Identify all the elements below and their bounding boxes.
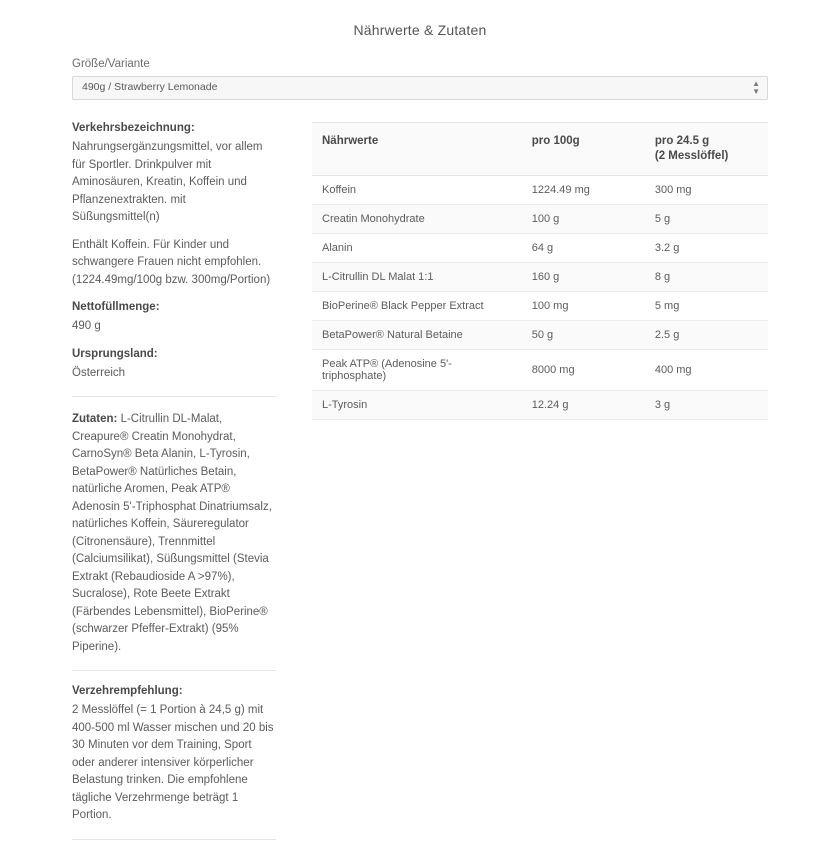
table-row <box>312 292 768 321</box>
section-verzehrempfehlung <box>72 685 276 825</box>
divider-2 <box>72 670 276 671</box>
row-nutrient-name: L-Citrullin DL Malat 1:1 <box>312 263 522 292</box>
verkehrsbezeichnung-note: Enthält Koffein. Für Kinder und schwangere Frauen nicht empfohlen. (1224.49mg/100g bzw. 300mg/Portion) <box>72 238 271 286</box>
section-ursprungsland <box>72 348 276 383</box>
header-per-100g: pro 100g <box>522 123 645 176</box>
variant-selector-block <box>72 58 768 100</box>
ursprungsland-heading: Ursprungsland: <box>72 347 158 360</box>
nettofuellmenge-heading: Nettofüllmenge: <box>72 301 160 313</box>
header-nutrient: Nährwerte <box>312 123 522 176</box>
table-row <box>312 205 768 234</box>
left-column <box>72 122 294 854</box>
verkehrsbezeichnung-heading: Verkehrsbezeichnung: <box>72 122 195 134</box>
row-nutrient-name: Peak ATP® (Adenosine 5'-triphosphate) <box>312 350 522 391</box>
row-per-100g: 1224.49 mg <box>522 176 645 205</box>
row-per-serving: 300 mg <box>645 176 768 205</box>
row-nutrient-name: Koffein <box>312 176 522 205</box>
row-per-serving: 3 g <box>645 391 768 420</box>
header-per-serving-line1: pro 24.5 g <box>654 135 710 147</box>
zutaten-heading: Zutaten: <box>72 413 118 425</box>
ursprungsland-body: Österreich <box>72 366 126 379</box>
section-zutaten <box>72 411 276 656</box>
verzehrempfehlung-heading: Verzehrempfehlung: <box>72 685 183 697</box>
table-row <box>312 350 768 391</box>
row-per-100g: 100 mg <box>522 292 645 321</box>
row-per-100g: 160 g <box>522 263 645 292</box>
table-row <box>312 391 768 420</box>
nutrition-table-body <box>312 176 768 420</box>
row-nutrient-name: Creatin Monohydrate <box>312 205 522 234</box>
section-verkehrsbezeichnung <box>72 122 276 289</box>
row-per-100g: 50 g <box>522 321 645 350</box>
nettofuellmenge-body: 490 g <box>72 320 101 332</box>
nutrition-table-head <box>312 123 768 176</box>
table-row <box>312 321 768 350</box>
row-per-serving: 2.5 g <box>645 321 768 350</box>
verkehrsbezeichnung-body: Nahrungsergänzungsmittel, vor allem für Sportler. Drinkpulver mit Aminosäuren, Kreatin, Koffein und Pflanzenextrakten. mit Süßungsmittel(n) <box>72 141 263 223</box>
row-nutrient-name: L-Tyrosin <box>312 391 522 420</box>
variant-select-value: 490g / Strawberry Lemonade <box>82 81 218 93</box>
row-nutrient-name: BioPerine® Black Pepper Extract <box>312 292 522 321</box>
table-header-row <box>312 123 768 176</box>
right-column <box>294 122 768 420</box>
verzehrempfehlung-body: 2 Messlöffel (= 1 Portion à 24,5 g) mit 400-500 ml Wasser mischen und 20 bis 30 Minuten vor dem Training, Sport oder anderer intensiver körperlicher Belastung trinken. Die empfohlene tägliche Verzehrmenge beträgt 1 Portion. <box>72 704 274 821</box>
row-per-serving: 5 mg <box>645 292 768 321</box>
variant-select[interactable] <box>72 76 768 100</box>
row-per-serving: 400 mg <box>645 350 768 391</box>
nutrition-table <box>312 122 768 420</box>
row-per-100g: 8000 mg <box>522 350 645 391</box>
header-per-serving <box>645 123 768 176</box>
divider-1 <box>72 396 276 397</box>
row-nutrient-name: Alanin <box>312 234 522 263</box>
zutaten-body: L-Citrullin DL-Malat, Creapure® Creatin Monohydrat, CarnoSyn® Beta Alanin, L-Tyrosin, BetaPower® Natürliches Betain, natürliche Aromen, Peak ATP® Adenosin 5'-Triphosphat Dinatriumsalz, natürliches Koffein, Säureregulator (Citronensäure), Trennmittel (Calciumsilikat), Süßungsmittel (Stevia Extrakt (Rebaudioside A >97%), Sucralose), Rote Beete Extrakt (Färbendes Lebensmittel), BioPerine® (schwarzer Pfeffer-Extrakt) (95% Piperine). <box>72 413 272 653</box>
row-per-serving: 3.2 g <box>645 234 768 263</box>
table-row <box>312 176 768 205</box>
content-columns <box>72 122 768 854</box>
row-per-serving: 5 g <box>645 205 768 234</box>
row-nutrient-name: BetaPower® Natural Betaine <box>312 321 522 350</box>
table-row <box>312 234 768 263</box>
row-per-100g: 100 g <box>522 205 645 234</box>
section-nettofuellmenge <box>72 301 276 336</box>
table-row <box>312 263 768 292</box>
header-per-serving-line2: (2 Messlöffel) <box>654 150 729 162</box>
variant-label: Größe/Variante <box>72 58 150 70</box>
divider-3 <box>72 839 276 840</box>
row-per-serving: 8 g <box>645 263 768 292</box>
page-title: Nährwerte & Zutaten <box>353 22 487 38</box>
row-per-100g: 12.24 g <box>522 391 645 420</box>
chevron-updown-icon: ▲ ▼ <box>752 79 760 96</box>
row-per-100g: 64 g <box>522 234 645 263</box>
